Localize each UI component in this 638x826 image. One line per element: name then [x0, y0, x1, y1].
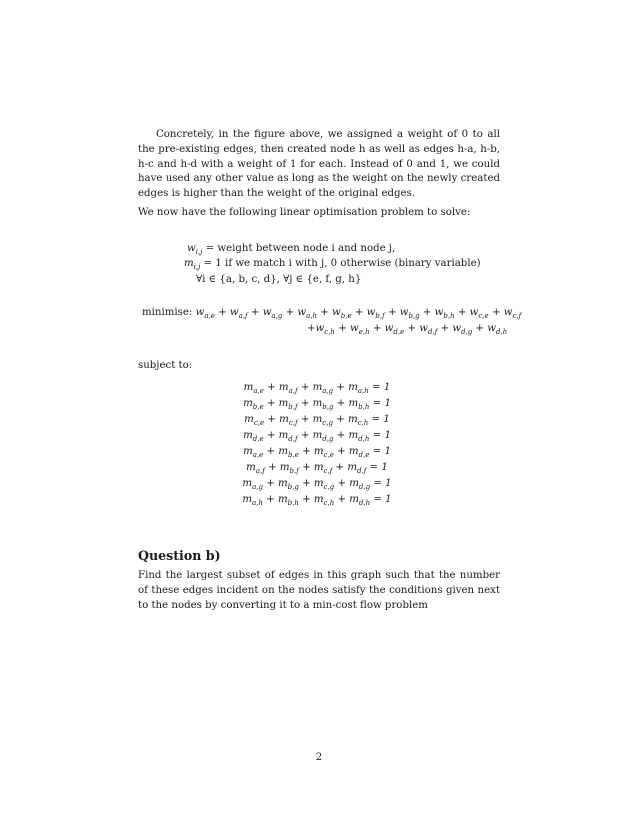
definition-w: $w_{i,j}$ = weight between node i and node j, — [187, 243, 396, 257]
page-number: 2 — [315, 752, 323, 763]
definition-m-text: = 1 if we match i with j, 0 otherwise (binary variable) — [203, 258, 481, 269]
objective-label: minimise: — [142, 307, 193, 318]
problem-intro-paragraph: We now have the following linear optimisation problem to solve: — [138, 207, 471, 218]
constraint-7: $m_{a,g} + m_{b,g} + m_{c,g} + m_{d,g} = 1$ — [242, 478, 392, 492]
constraint-6: $m_{a,f} + m_{b,f} + m_{c,f} + m_{d,f} = 1$ — [246, 462, 388, 476]
subject-to-label: subject to: — [138, 360, 193, 371]
objective-line-1 — [142, 306, 521, 319]
objective-line-2 — [307, 322, 507, 335]
objective-expression-2: $+w_{c,h} + w_{e,h} + w_{d,e} + w_{d,f} + w_{d,g} + w_{d,h}$ — [307, 323, 508, 337]
question-b-heading: Question b) — [138, 548, 221, 563]
definition-m: $m_{i,j} = 1$ if we match i with j, 0 otherwise (binary variable) — [184, 258, 481, 272]
definition-forall: ∀i ∈ {a, b, c, d}, ∀j ∈ {e, f, g, h} — [196, 274, 362, 285]
constraint-8: $m_{a,h} + m_{b,h} + m_{c,h} + m_{d,h} = 1$ — [242, 494, 392, 508]
question-b-text: Find the largest subset of edges in this graph such that the number of these edges incident on the nodes satisfy the conditions given next to the nodes by converting it to a min-cost flow problem — [138, 570, 500, 611]
constraint-1: $m_{a,e} + m_{a,f} + m_{a,g} + m_{a,h} = 1$ — [243, 382, 391, 396]
objective-expression-1: $w_{a,e} + w_{a,f} + w_{a,g} + w_{a,h} + w_{b,e} + w_{b,f} + w_{b,g} + w_{b,h} + w_{c,e} + w_{c,f}$ — [195, 307, 522, 321]
constraint-3: $m_{c,e} + m_{c,f} + m_{c,g} + m_{c,h} = 1$ — [244, 414, 390, 428]
definition-w-text: = weight between node i and node j, — [205, 243, 396, 254]
constraint-5: $m_{a,e} + m_{b,e} + m_{c,e} + m_{d,e} = 1$ — [243, 446, 391, 460]
constraint-4: $m_{d,e} + m_{d,f} + m_{d,g} + m_{d,h} = 1$ — [243, 430, 391, 444]
intro-paragraph: Concretely, in the figure above, we assigned a weight of 0 to all the pre-existing edges, then created node h as well as edges h-a, h-b, h-c and h-d with a weight of 1 for each. Instead of 0 and 1, we could have used any other value as long as the weight on the newly created edges is higher than the weight of the original edges. — [138, 129, 500, 200]
constraint-2: $m_{b,e} + m_{b,f} + m_{b,g} + m_{b,h} = 1$ — [243, 398, 391, 412]
